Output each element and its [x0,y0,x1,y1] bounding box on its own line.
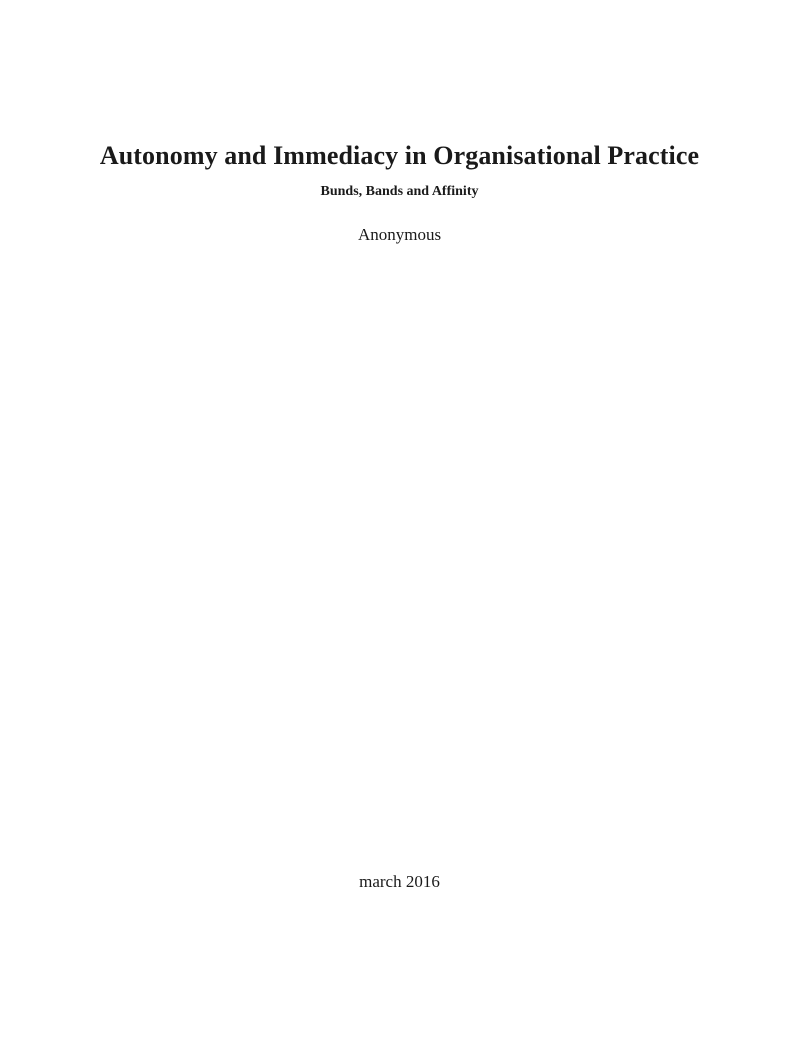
document-subtitle: Bunds, Bands and Affinity [320,184,479,199]
document-title: Autonomy and Immediacy in Organisational Practice [99,141,700,170]
document-author: Anonymous [357,225,442,244]
title-block [0,140,799,246]
document-date: march 2016 [359,872,440,891]
